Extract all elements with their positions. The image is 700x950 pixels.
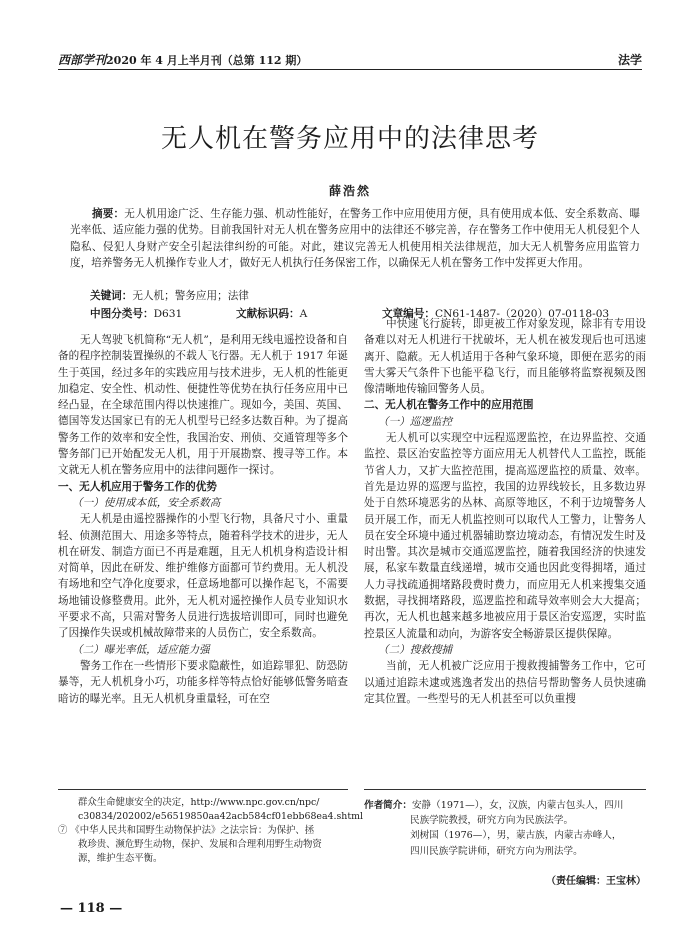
footnote-line: 群众生命健康安全的决定，http://www.npc.gov.cn/npc/: [78, 797, 320, 808]
subsection-heading: （二）曝光率低，适应能力强: [72, 643, 210, 656]
doc-label: 文献标识码：: [236, 308, 300, 320]
keywords-label: 关键词：: [90, 290, 133, 302]
keywords-text: 无人机；警务应用；法律: [132, 290, 249, 302]
author-name: 薛浩然: [328, 184, 371, 198]
body-paragraph: 无人机是由遥控器操作的小型飞行物，具备尺寸小、重量轻、侦测范围大、用途多等特点，随着科学技术的进步，无人机在研发、制造方面已不再是难题，且无人机机身构造设计相对简单，因此在研发、维护维修方面都可节约费用。无人机没有场地和空气净化度要求，任意场地都可以操作起飞，不需要场地铺设修整费用。此外，无人机对遥控操作人员专业知识水平要求不高，只需对警务人员进行选拔培训即可，同时也避免了因操作失误或机械故障带来的人员伤亡，安全系数高。: [58, 513, 348, 640]
abstract-text: 无人机用途广泛、生存能力强、机动性能好，在警务工作中应用使用方便，具有使用成本低、安全系数高、曝光率低、适应能力强的优势。目前我国针对无人机在警务应用中的法律还不够完善，存在警务工作中使用无人机侵犯个人隐私、侵犯人身财产安全引起法律纠纷的可能。对此，建议完善无人机使用相关法律规范，加大无人机警务应用监管力度，培养警务无人机操作专业人才，做好无人机执行任务保密工作，以确保无人机在警务工作中发挥更大作用。: [70, 208, 641, 269]
header-rule: [58, 69, 642, 70]
doc-code: [236, 306, 307, 321]
section-heading: 二、无人机在警务工作中的应用范围: [364, 399, 534, 412]
left-column: [58, 332, 348, 707]
subsection-heading: （一）使用成本低，安全系数高: [72, 496, 221, 509]
footnote-line: 源，维护生态平衡。: [78, 853, 163, 864]
section-label: 法学: [617, 53, 642, 67]
page-number: — 118 —: [60, 901, 123, 916]
subsection-heading: （二）搜救搜捕: [378, 643, 453, 656]
keywords: [90, 288, 249, 303]
abstract-label: 摘要：: [92, 208, 125, 220]
doc-value: A: [299, 308, 308, 320]
body-paragraph: 中快速飞行旋转，即更被工作对象发现，除非有专用设备难以对无人机进行干扰破坏，无人机在被发现后也可迅速离开、隐蔽。无人机适用于各种气象环境，即便在恶劣的雨雪大雾天气条件下也能平稳飞行，而且能够将监察视频及图像清晰地传输回警务人员。: [364, 318, 646, 396]
bio-line: 四川民族学院讲师，研究方向为刑法学。: [410, 845, 583, 857]
clc-value: D631: [153, 308, 183, 320]
bio-label: 作者简介：: [364, 800, 412, 811]
footnote-line: 《中华人民共和国野生动物保护法》之法宗旨：为保护、拯: [70, 825, 315, 836]
clc-number: [90, 306, 182, 321]
body-paragraph: 无人机可以实现空中远程巡逻监控，在边界监控、交通监控、景区治安监控等方面应用无人机替代人工监控，既能节省人力，又扩大监控范围，提高巡逻监控的质量、效率。首先是边界的巡逻与监控，我国的边界线较长，且多数边界处于自然环境恶劣的丛林、高原等地区，不利于边境警务人员开展工作，而无人机监控则可以取代人工警力，让警务人员在安全环境中通过机器辅助察边境动态，有情况发生时及时出警。其次是城市交通巡逻监控，随着我国经济的快速发展，私家车数量直线递增，城市交通也因此变得拥堵，通过人力寻找疏通拥堵路段费时费力，而应用无人机来搜集交通数据，寻找拥堵路段，巡逻监控和疏导效率则会大大提高；再次，无人机也越来越多地被应用于景区治安巡逻，实时监控景区人流量和动向，为游客安全畅游景区提供保障。: [364, 432, 646, 640]
bio-line: 刘树国（1976—），男，蒙古族，内蒙古赤峰人，: [410, 830, 622, 842]
journal-logo: 西部学刊: [58, 53, 107, 67]
right-column: [364, 316, 646, 707]
running-header: [58, 51, 307, 68]
footnote-line: c30834/202002/e56519850aa42acb584cf01ebb68ea4.shtml: [78, 811, 364, 822]
footnote-marker: ⑦: [58, 825, 68, 836]
article-title: 无人机在警务应用中的法律思考: [160, 124, 539, 154]
footnotes: [58, 796, 364, 866]
body-paragraph: 当前，无人机被广泛应用于搜救搜捕警务工作中，它可以通过追踪未逮或逃逸者发出的热信号帮助警务人员快速确定其位置。一些型号的无人机甚至可以负重搜: [364, 660, 646, 705]
abstract: [70, 206, 640, 271]
responsible-editor: （责任编辑：王宝林）: [546, 876, 646, 887]
bio-line: 民族学院教授，研究方向为民族法学。: [410, 815, 574, 827]
subsection-heading: （一）巡逻监控: [378, 415, 453, 428]
footnote-line: 救珍贵、濒危野生动物，保护、发展和合理利用野生动物资: [78, 839, 322, 850]
author-bio: [364, 798, 646, 859]
body-paragraph: 警务工作在一些情形下要求隐蔽性，如追踪罪犯、防恐防暴等，无人机机身小巧，功能多样等特点恰好能够低警务暗查暗访的曝光率。且无人机机身重量轻，可在空: [58, 659, 348, 705]
bio-rule: [364, 789, 646, 790]
bio-line: 安静（1971—），女，汉族，内蒙古包头人，四川: [411, 800, 624, 811]
id-value: CN61-1487-（2020）07-0118-03: [434, 308, 610, 320]
id-label: 文章编号：: [382, 308, 435, 320]
footnote-rule: [58, 789, 348, 790]
body-paragraph: 无人驾驶飞机简称“无人机”，是利用无线电遥控设备和自备的程序控制装置操纵的不载人飞行器。无人机于 1917 年诞生于英国，经过多年的实践应用与技术进步，无人机的性能更加稳定、安全性、机动性、便捷性等优势在执行任务应用中已经凸显，在全球范围内得以快速推广。现如今，美国、英国、德国等发达国家已有的无人机型号已经多达数百种。为了提高警务工作的效率和安全性，我国治安、刑侦、交通管理等多个警务部门已开始配发无人机，用于开展勘察、搜寻等工作。本文就无人机在警务应用中的法律问题作一探讨。: [58, 334, 348, 477]
clc-label: 中图分类号：: [90, 308, 154, 320]
section-heading: 一、无人机应用于警务工作的优势: [58, 480, 217, 493]
issue-info: 2020 年 4 月上半月刊（总第 112 期）: [106, 54, 308, 67]
